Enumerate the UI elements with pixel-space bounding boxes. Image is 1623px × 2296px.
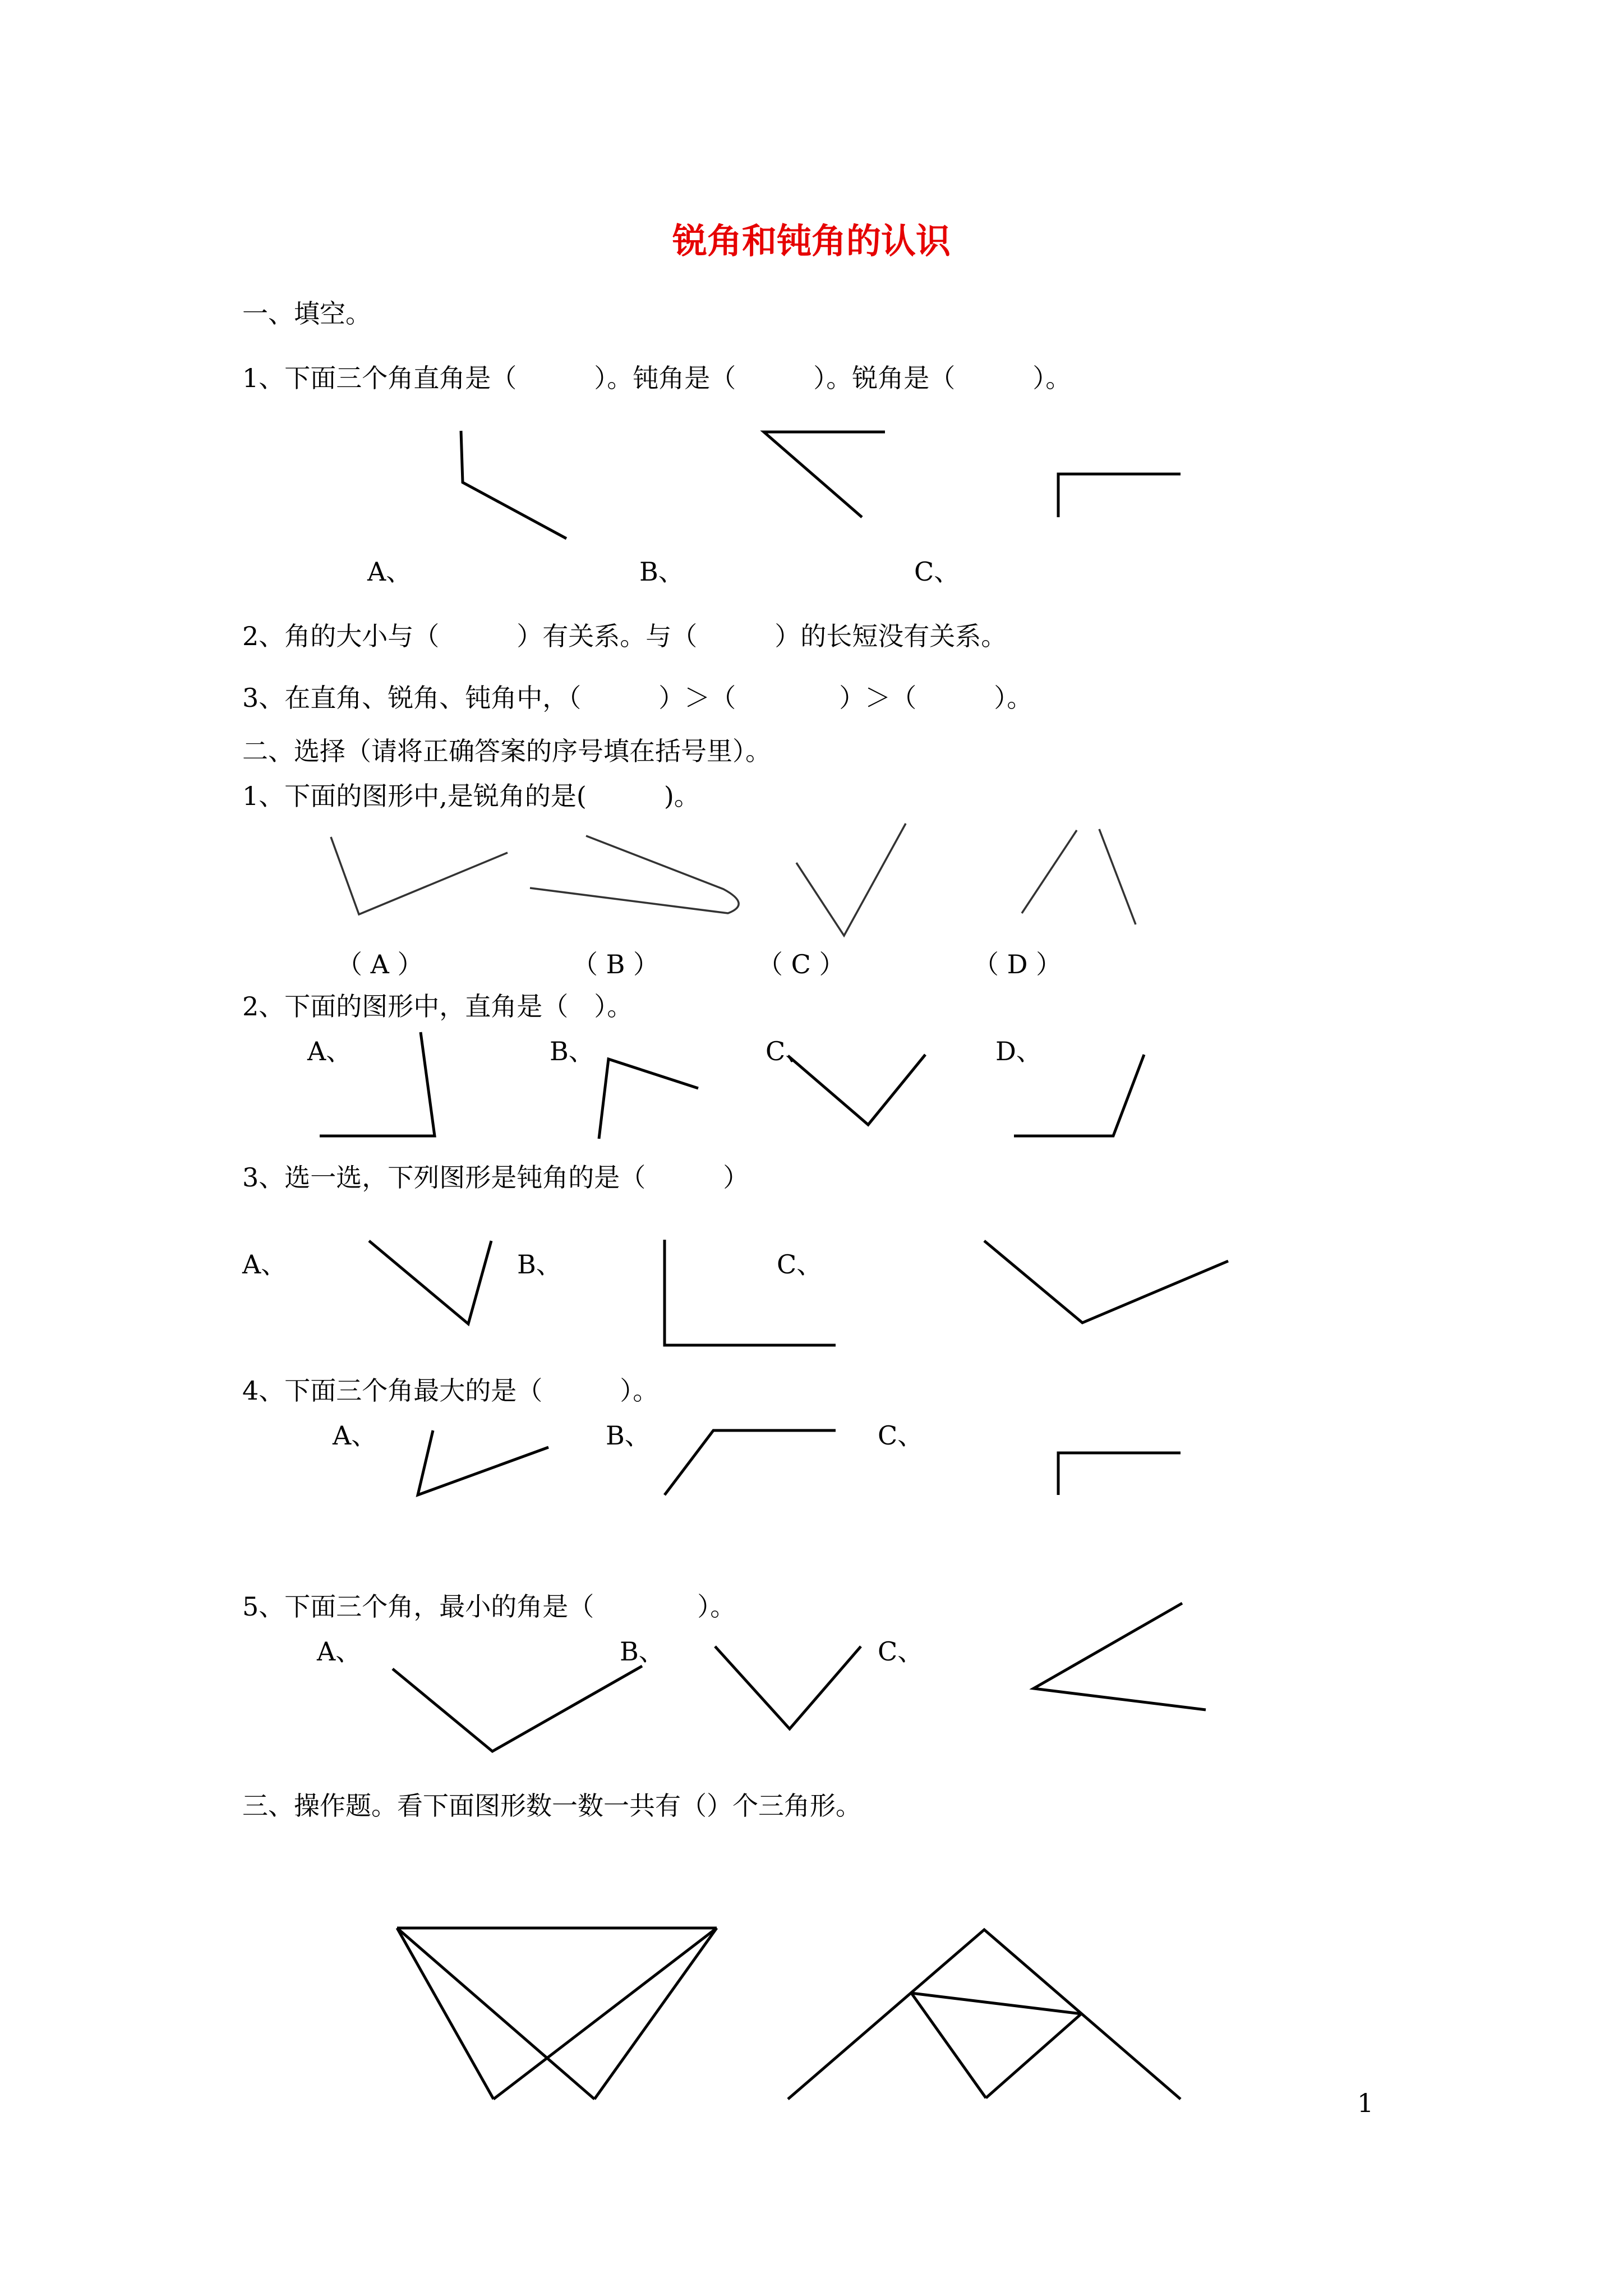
s2-q2-angle-b xyxy=(599,1059,698,1139)
s2-q3-label-a: A、 xyxy=(242,1249,287,1280)
s2-q4-label-b: B、 xyxy=(606,1420,651,1451)
s2-q3-angle-b xyxy=(665,1240,836,1345)
s2-q1-label-c: （ C ） xyxy=(757,949,845,979)
s2-q1-angle-d-right xyxy=(1099,829,1136,924)
s2-q2-angle-d xyxy=(1014,1055,1144,1136)
page-title: 锐角和钝角的认识 xyxy=(672,220,951,261)
section-1-heading: 一、填空。 xyxy=(242,298,371,329)
s1-question-2: 2、角的大小与（ ）有关系。与（ ）的长短没有关系。 xyxy=(242,621,1007,651)
s2-q1-label-a: （ A ） xyxy=(336,949,423,979)
s2-q1-angle-b xyxy=(530,836,739,913)
s1-q1-label-c: C、 xyxy=(914,556,960,587)
s2-q3-label-c: C、 xyxy=(777,1249,823,1280)
s2-q1-angle-a xyxy=(331,837,508,914)
s2-q5-angle-c xyxy=(1034,1603,1206,1710)
s2-q1-label-b: （ B ） xyxy=(572,949,660,979)
s2-q4-angle-a xyxy=(418,1430,548,1495)
s1-q1-label-b: B、 xyxy=(639,556,684,587)
s1-q1-angle-a xyxy=(461,431,566,539)
s2-question-5: 5、下面三个角，最小的角是（ ）。 xyxy=(242,1591,736,1622)
section-2-heading: 二、选择（请将正确答案的序号填在括号里）。 xyxy=(242,736,771,766)
s2-q4-label-a: A、 xyxy=(333,1420,377,1451)
section-3-heading: 三、操作题。看下面图形数一数一共有（）个三角形。 xyxy=(242,1791,861,1821)
s1-q1-angle-c xyxy=(1058,474,1181,517)
s2-q4-label-c: C、 xyxy=(878,1420,924,1451)
s2-q5-angle-b xyxy=(715,1646,861,1729)
s2-q1-label-d: （ D ） xyxy=(973,949,1062,979)
s3-triangle-figure-1 xyxy=(397,1928,717,2099)
s2-question-1: 1、下面的图形中,是锐角的是( )。 xyxy=(242,781,700,811)
s3-triangle-figure-2 xyxy=(788,1930,1181,2099)
s2-q1-angle-c xyxy=(796,823,906,936)
s2-q3-angle-c xyxy=(984,1241,1228,1323)
s2-q5-label-b: B、 xyxy=(620,1636,665,1667)
s2-q3-angle-a xyxy=(369,1241,491,1324)
s1-question-3: 3、在直角、锐角、钝角中，（ ）＞（ ）＞（ ）。 xyxy=(242,683,1033,713)
s2-q2-label-c: C、 xyxy=(766,1036,811,1066)
page-number: 1 xyxy=(1357,2088,1374,2118)
s2-q5-label-a: A、 xyxy=(317,1636,362,1667)
s2-question-3: 3、选一选，下列图形是钝角的是（ ） xyxy=(242,1162,749,1193)
s2-question-2: 2、下面的图形中，直角是（ ）。 xyxy=(242,991,633,1022)
s2-q2-label-b: B、 xyxy=(550,1036,594,1066)
s2-question-4: 4、下面三个角最大的是（ ）。 xyxy=(242,1375,659,1406)
s2-q3-label-b: B、 xyxy=(517,1249,562,1280)
s1-q1-angle-b xyxy=(764,432,885,517)
s2-q2-angle-a xyxy=(320,1032,435,1136)
s1-q1-label-a: A、 xyxy=(367,556,412,587)
s2-q2-label-d: D、 xyxy=(995,1036,1042,1066)
s2-q1-angle-d-left xyxy=(1022,830,1077,913)
s2-q5-angle-a xyxy=(393,1666,642,1751)
s2-q4-angle-c xyxy=(1058,1453,1181,1495)
s1-question-1: 1、下面三个角直角是（ ）。钝角是（ ）。锐角是（ ）。 xyxy=(242,363,1072,393)
s2-q5-label-c: C、 xyxy=(878,1636,924,1667)
s2-q4-angle-b xyxy=(665,1430,836,1495)
s2-q2-angle-c xyxy=(788,1055,925,1125)
s2-q2-label-a: A、 xyxy=(307,1036,352,1066)
